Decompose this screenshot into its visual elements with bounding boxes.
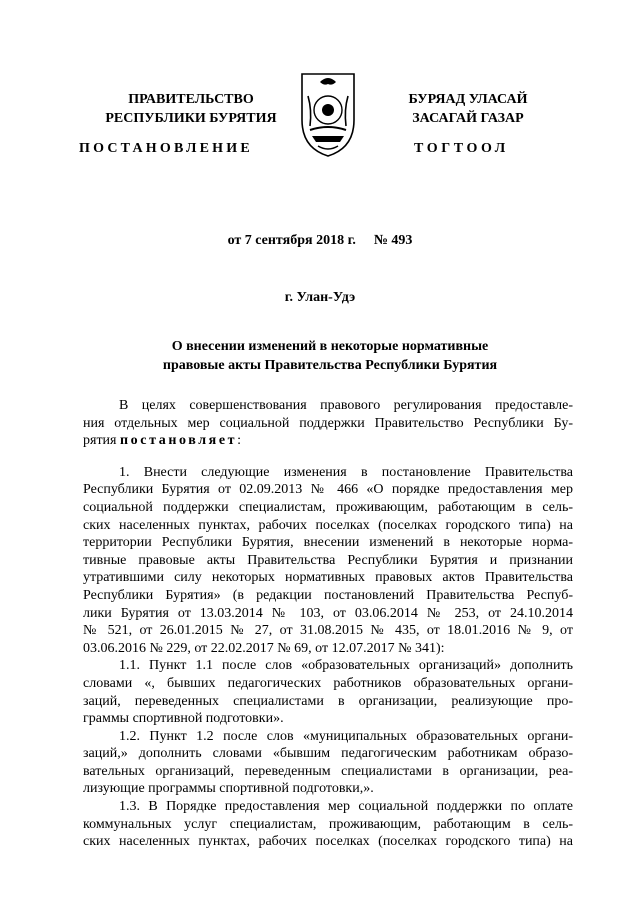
body-text: : bbox=[237, 433, 242, 449]
issuer-russian bbox=[98, 90, 284, 128]
body-line: социальной поддержки специалистам, проживающим, работающим в сель- bbox=[83, 499, 573, 515]
date-number-line bbox=[0, 233, 640, 249]
title-line: правовые акты Правительства Республики Бурятия bbox=[162, 358, 498, 373]
body-line: 1.3. В Порядке предоставления мер социальной поддержки по оплате bbox=[119, 799, 573, 815]
body-line: заций, переведенных специалистами в организации, реализующие про- bbox=[83, 693, 573, 709]
body-line: утратившими силу некоторых нормативных правовых актов Правительства bbox=[83, 570, 573, 586]
body-line: граммы спортивной подготовки». bbox=[83, 711, 284, 727]
body-line: В целях совершенствования правового регулирования предоставле- bbox=[119, 398, 573, 413]
body-line: ских населенных пунктах, рабочих поселках (поселках городского типа) на bbox=[83, 517, 573, 533]
body-line: ских населенных пунктах, рабочих поселках (поселках городского типа) на bbox=[83, 834, 573, 850]
body-text: рятия bbox=[83, 433, 120, 449]
issuer-line: ЗАСАГАЙ ГАЗАР bbox=[412, 111, 524, 126]
document-city: г. Улан-Удэ bbox=[284, 290, 356, 305]
body-line: ния отдельных мер социальной поддержки Правительство Республики Бу- bbox=[83, 415, 573, 431]
document-title bbox=[120, 337, 540, 375]
body-line: 1.2. Пункт 1.2 после слов «муниципальных образовательных органи- bbox=[119, 728, 573, 744]
body-line: словами «, бывших педагогических работников образовательных органи- bbox=[83, 675, 573, 691]
issuer-line: БУРЯАД УЛАСАЙ bbox=[408, 92, 528, 107]
body-line: территории Республики Бурятия, внесении изменений в некоторые норма- bbox=[83, 535, 573, 551]
title-line: О внесении изменений в некоторые нормативные bbox=[171, 339, 489, 354]
document-date: от 7 сентября 2018 г. bbox=[227, 233, 356, 248]
body-line: коммунальных услуг специалистам, проживающим, работающим в сель- bbox=[83, 816, 573, 832]
doc-type-buryat: ТОГТООЛ bbox=[414, 141, 509, 156]
decree-word: постановляет bbox=[120, 433, 238, 449]
paragraph-1-3 bbox=[83, 798, 573, 851]
body-line: № 521, от 26.01.2015 № 27, от 31.08.2015 № 435, от 18.01.2016 № 9, от bbox=[83, 623, 573, 639]
body-line: 1.1. Пункт 1.1 после слов «образовательных организаций» дополнить bbox=[119, 658, 573, 674]
document-body bbox=[83, 397, 573, 851]
paragraph-1 bbox=[83, 464, 573, 658]
body-line: тивные правовые акты Правительства Республики Бурятия и признании bbox=[83, 552, 573, 568]
body-line: вательных организаций, переведенным специалистами в организации, реа- bbox=[83, 763, 573, 779]
body-line: 1. Внести следующие изменения в постановление Правительства bbox=[119, 464, 573, 480]
issuer-line: ПРАВИТЕЛЬСТВО bbox=[128, 92, 254, 107]
body-line: заций,» дополнить словами «бывшим педагогическим работникам образо- bbox=[83, 746, 573, 762]
paragraph-1-1 bbox=[83, 657, 573, 727]
paragraph-1-2 bbox=[83, 728, 573, 798]
body-line: Республики Бурятия» (в редакции постановлений Правительства Респуб- bbox=[83, 587, 573, 603]
body-line: Республики Бурятия от 02.09.2013 № 466 «О порядке предоставления мер bbox=[83, 482, 573, 498]
doc-type-russian: ПОСТАНОВЛЕНИЕ bbox=[79, 141, 253, 156]
issuer-buryat bbox=[386, 90, 550, 128]
document-number: № 493 bbox=[373, 233, 413, 248]
body-line: лики Бурятия от 13.03.2014 № 103, от 03.06.2014 № 253, от 24.10.2014 bbox=[83, 605, 573, 621]
preamble-paragraph bbox=[83, 397, 573, 450]
body-line: 03.06.2016 № 229, от 22.02.2017 № 69, от 12.07.2017 № 341): bbox=[83, 640, 445, 656]
body-line bbox=[83, 432, 573, 450]
issuer-line: РЕСПУБЛИКИ БУРЯТИЯ bbox=[105, 111, 277, 126]
body-line: лизующие программы спортивной подготовки,». bbox=[83, 781, 374, 797]
coat-of-arms-icon bbox=[296, 70, 360, 158]
